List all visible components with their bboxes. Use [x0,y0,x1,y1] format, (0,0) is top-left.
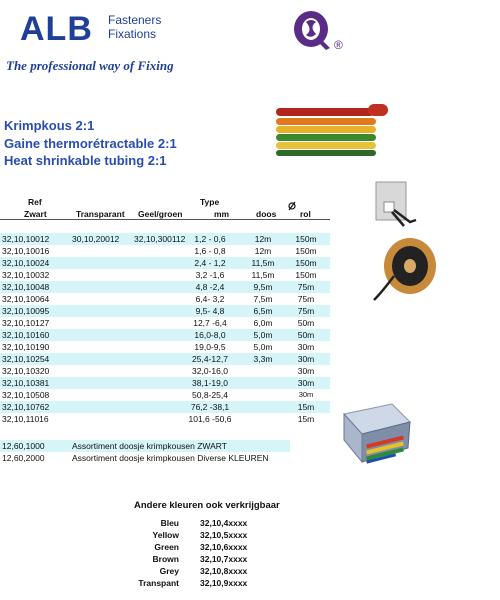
cell-mm: 4,8 -2,4 [195,282,225,292]
cell-rol: 30m [297,354,315,364]
header-mm: mm [214,209,230,219]
registered-mark: ® [334,38,343,52]
cell-ref: 32,10,10012 [2,234,50,244]
cell-rol: 75m [297,306,315,316]
cell-doos: 5,0m [253,342,273,352]
cell-rol: 15m [297,414,315,424]
header-ref: Ref [28,197,42,207]
tube-box-image [370,178,426,228]
cell-ref: 32,10,10160 [2,330,50,340]
cell-ref: 32,10,10508 [2,390,50,400]
cell-rol: 150m [295,258,317,268]
cell-mm: 38,1-19,0 [192,378,228,388]
brand-fasteners: Fasteners [108,13,162,27]
colour-name: Green [154,542,179,552]
cell-mm: 1,2 - 0,6 [194,234,226,244]
table-row [0,365,330,377]
table-row [0,317,330,329]
cell-mm: 1,6 - 0,8 [194,246,226,256]
cell-rol: 150m [295,234,317,244]
cell-rol: 30m [297,378,315,388]
cell-rol: 50m [297,330,315,340]
cell-doos: 5,0m [253,330,273,340]
header-zwart: Zwart [24,209,47,219]
cell-doos: 12m [254,246,272,256]
cell-rol: 50m [297,318,315,328]
brand-fixations: Fixations [108,27,157,41]
assortment-box-image [340,400,412,466]
colour-code: 32,10,8xxxx [200,566,248,576]
cell-rol: 150m [295,270,317,280]
alb-logo-text: ALB [20,10,93,48]
table-row [0,305,330,317]
colour-code: 32,10,7xxxx [200,554,248,564]
cell-ref: 32,10,10032 [2,270,50,280]
cell-doos: 3,3m [253,354,273,364]
table-row [0,401,330,413]
title-french: Gaine thermorétractable 2:1 [4,136,177,151]
table-row [0,281,330,293]
cell-mm: 6,4- 3,2 [195,294,225,304]
cell-ref: 32,10,10762 [2,402,50,412]
colour-code: 32,10,5xxxx [200,530,248,540]
colour-name: Bleu [160,518,179,528]
cell-mm: 16,0-8,0 [194,330,226,340]
cell-rol: 30m [298,390,314,399]
cell-rol: 30m [297,366,315,376]
cell-ref: 32,10,10016 [2,246,50,256]
cell-transparant: 30,10,20012 [72,234,120,244]
table-row [0,413,330,425]
colour-code: 32,10,4xxxx [200,518,248,528]
cell-ref: 32,10,10381 [2,378,50,388]
cell-doos: 12m [254,234,272,244]
cell-mm: 19,0-9,5 [194,342,226,352]
title-english: Heat shrinkable tubing 2:1 [4,153,167,168]
table-row [0,389,330,401]
cell-doos: 6,0m [253,318,273,328]
cell-mm: 9,5- 4,8 [195,306,225,316]
assortment-ref: 12,60,1000 [2,441,45,451]
cell-ref: 32,10,10254 [2,354,50,364]
tube-spool-image [372,236,438,304]
colour-name: Grey [159,566,179,576]
cell-doos: 11,5m [251,258,275,268]
colour-name: Brown [152,554,179,564]
table-row [0,293,330,305]
header-transparant: Transparant [76,209,125,219]
table-row [0,341,330,353]
cell-mm: 50,8-25,4 [192,390,228,400]
header-geel-groen: Geel/groen [138,209,183,219]
assortment-desc: Assortiment doosje krimpkousen ZWART [72,441,227,451]
header-doos: doos [256,209,277,219]
cell-ref: 32,10,10064 [2,294,50,304]
table-row [0,377,330,389]
title-dutch: Krimpkous 2:1 [4,118,95,133]
cell-doos: 11,5m [251,270,275,280]
table-row [0,233,330,245]
table-row [0,245,330,257]
quality-logo-icon [292,10,332,52]
diameter-icon [288,201,296,211]
assortment-desc: Assortiment doosje krimpkousen Diverse KLEUREN [72,453,269,463]
table-row [0,257,330,269]
cell-rol: 30m [297,342,315,352]
cell-rol: 75m [297,294,315,304]
cell-mm: 25,4-12,7 [192,354,228,364]
cell-rol: 150m [295,246,317,256]
cell-mm: 32,0-16,0 [192,366,228,376]
table-row [0,353,330,365]
cell-ref: 32,10,10024 [2,258,50,268]
header-rol: rol [300,209,311,219]
assortment-row [0,440,290,452]
other-colours-title: Andere kleuren ook verkrijgbaar [134,500,280,511]
cell-doos: 6,5m [253,306,273,316]
heat-shrink-tubes-image [272,100,394,160]
cell-rol: 15m [297,402,315,412]
table-row [0,269,330,281]
tagline: The professional way of Fixing [6,58,174,73]
colour-code: 32,10,6xxxx [200,542,248,552]
colour-code: 32,10,9xxxx [200,578,248,588]
cell-rol: 75m [297,282,315,292]
cell-ref: 32,10,10095 [2,306,50,316]
cell-mm: 76,2 -38,1 [190,402,230,412]
cell-ref: 32,10,10127 [2,318,50,328]
cell-mm: 2,4 - 1,2 [194,258,226,268]
header-divider [0,219,330,220]
cell-geel-groen: 32,10,300112 [134,234,186,244]
cell-ref: 32,10,10320 [2,366,50,376]
cell-ref: 32,10,11016 [2,414,49,424]
cell-mm: 12,7 -6,4 [193,318,227,328]
cell-ref: 32,10,10048 [2,282,50,292]
header-type: Type [200,197,220,207]
cell-doos: 9,5m [253,282,273,292]
table-row [0,329,330,341]
colour-name: Transpant [138,578,179,588]
cell-ref: 32,10,10190 [2,342,50,352]
cell-mm: 3,2 -1,6 [195,270,225,280]
assortment-ref: 12,60,2000 [2,453,45,463]
cell-doos: 7,5m [253,294,273,304]
colour-name: Yellow [152,530,179,540]
assortment-row [0,452,290,464]
cell-mm: 101,6 -50,6 [188,414,232,424]
